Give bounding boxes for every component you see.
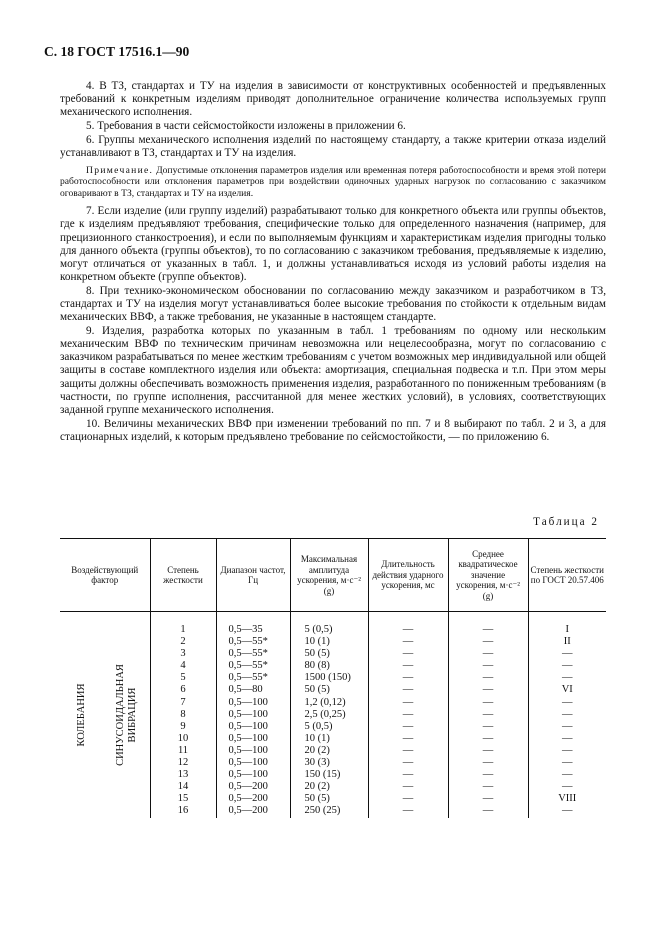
paragraph-9: 9. Изделия, разработка которых по указанным в табл. 1 требованиям по одному или нескольким механическим ВВФ по техническим причинам невозможна или нецелесообразна, могут по согласованию с заказчиком разрабатываться по менее жестким требованиям с учетом возможных мер индивидуальной или общей защиты в составе комплектного изделия или объекта: амортизация, специальная подвеска и т.п. При этом меры защиты должны обеспечивать возможность применения изделия, разработанного по пониженным требованиям (в частности, по группе исполнения, рассчитанной для менее жестких условий), в условиях, соответствующих заданной группе механического исполнения.	[60, 325, 606, 416]
paragraph-8: 8. При технико-экономическом обосновании по согласованию между заказчиком и разработчиком в ТЗ, стандартах и ТУ на изделия могут устанавливаться более высокие требования по стойкости к отдельным видам механических ВВФ, а также требования, не указанные в настоящем стандарте.	[60, 284, 606, 324]
cell-amp-7: 1,2 (0,12)	[304, 696, 346, 708]
cell-dur-12: —	[402, 757, 414, 769]
cell-range-15: 0,5—200	[228, 793, 268, 805]
table-body-row	[60, 612, 606, 819]
cell-degree-5: 5	[180, 672, 186, 684]
cell-gost-14: —	[562, 781, 573, 793]
cell-gost-16: —	[562, 805, 573, 817]
cell-degree-16: 16	[177, 805, 189, 817]
cell-dur-15: —	[402, 793, 414, 805]
paragraph-6: 6. Группы механического исполнения изделий по настоящему стандарту, а также критерии отказа изделий устанавливают в ТЗ, стандартах и ТУ на изделия.	[60, 134, 606, 160]
rms-column	[448, 612, 528, 819]
cell-rms-15: —	[482, 793, 494, 805]
cell-range-10: 0,5—100	[228, 732, 268, 744]
paragraph-4: 4. В ТЗ, стандартах и ТУ на изделия в зависимости от конструктивных особенностей и предъявленных требований к конкретным изделиям приводят дополнительное ограничение количества используемых групп механического исполнения.	[60, 80, 606, 119]
paragraph-10: 10. Величины механических ВВФ при изменении требований по пп. 7 и 8 выбирают по табл. 2 и 3, а для стационарных изделий, к которым предъявлено требование по сейсмостойкости, — по приложению 6.	[60, 417, 606, 443]
cell-gost-15: VIII	[558, 793, 577, 805]
page-header: С. 18 ГОСТ 17516.1—90	[44, 44, 190, 59]
range-column	[216, 612, 290, 819]
table-2	[60, 538, 606, 818]
cell-degree-2: 2	[180, 636, 186, 648]
factor-sub-line-1: СИНУСОИДАЛЬНАЯ	[114, 664, 126, 766]
cell-amp-6: 50 (5)	[304, 684, 330, 696]
cell-amp-16: 250 (25)	[304, 805, 341, 817]
cell-amp-12: 30 (3)	[304, 757, 330, 769]
header-gost: Степень жесткости по ГОСТ 20.57.406	[528, 539, 606, 612]
cell-gost-1: I	[565, 624, 569, 635]
cell-range-2: 0,5—55*	[228, 636, 268, 648]
cell-dur-1: —	[402, 624, 414, 635]
cell-gost-11: —	[562, 744, 573, 756]
header-amplitude: Максимальная амплитуда ускорения, м·с⁻² (g)	[290, 539, 368, 612]
cell-range-13: 0,5—100	[228, 769, 268, 781]
cell-rms-6: —	[482, 684, 494, 696]
cell-amp-5: 1500 (150)	[304, 672, 351, 684]
paragraph-7: 7. Если изделие (или группу изделий) разрабатывают только для конкретного объекта или группы объектов, где к изделиям предъявляют требования, специфические только для определенного назначения (например, для прецизионного станкостроения), и если по выполняемым функциям и характеристикам изделия пригодны только для данного объекта (группы объектов), то по согласованию с заказчиком требования, предъявляемые к изделию, могут отличаться от указанных в табл. 1, и должны устанавливаться исходя из условий работы изделия на конкретном объекте (группе объектов).	[60, 205, 606, 283]
cell-gost-4: —	[562, 660, 573, 672]
cell-rms-13: —	[482, 769, 494, 781]
factor-sub-cell	[104, 612, 150, 819]
cell-amp-9: 5 (0,5)	[304, 720, 333, 732]
cell-dur-11: —	[402, 744, 414, 756]
cell-degree-15: 15	[177, 793, 189, 805]
header-factor: Воздействующий фактор	[60, 539, 150, 612]
cell-gost-12: —	[562, 757, 573, 769]
cell-rms-4: —	[482, 660, 494, 672]
cell-rms-7: —	[482, 696, 494, 708]
cell-dur-6: —	[402, 684, 414, 696]
cell-rms-10: —	[482, 732, 494, 744]
cell-gost-6: VI	[561, 684, 573, 696]
cell-gost-2: II	[563, 636, 571, 648]
cell-amp-3: 50 (5)	[304, 648, 330, 660]
cell-gost-3: —	[562, 648, 573, 660]
cell-degree-8: 8	[180, 708, 186, 720]
cell-degree-14: 14	[177, 781, 189, 793]
cell-gost-8: —	[562, 708, 573, 720]
cell-rms-8: —	[482, 708, 494, 720]
header-range: Диапазон частот, Гц	[216, 539, 290, 612]
degree-column	[150, 612, 216, 819]
cell-dur-4: —	[402, 660, 414, 672]
amplitude-column	[290, 612, 368, 819]
cell-range-12: 0,5—100	[228, 757, 268, 769]
header-duration: Длительность действия ударного ускорения, мс	[368, 539, 448, 612]
cell-amp-4: 80 (8)	[304, 660, 330, 672]
table-header-row	[60, 539, 606, 612]
cell-amp-14: 20 (2)	[304, 781, 330, 793]
cell-gost-5: —	[562, 672, 573, 684]
factor-main: КОЛЕБАНИЯ	[76, 683, 87, 747]
cell-range-4: 0,5—55*	[228, 660, 268, 672]
cell-dur-8: —	[402, 708, 414, 720]
header-degree: Степень жесткости	[150, 539, 216, 612]
factor-sub	[115, 664, 139, 766]
cell-dur-10: —	[402, 732, 414, 744]
cell-dur-2: —	[402, 636, 414, 648]
cell-degree-9: 9	[180, 720, 186, 732]
cell-degree-11: 11	[177, 744, 189, 756]
cell-degree-6: 6	[180, 684, 186, 696]
cell-rms-12: —	[482, 757, 494, 769]
cell-degree-7: 7	[180, 696, 186, 708]
cell-amp-15: 50 (5)	[304, 793, 330, 805]
cell-range-7: 0,5—100	[228, 696, 268, 708]
cell-degree-1: 1	[180, 624, 186, 635]
cell-rms-3: —	[482, 648, 494, 660]
cell-rms-16: —	[482, 805, 494, 817]
cell-amp-13: 150 (15)	[304, 769, 341, 781]
cell-range-3: 0,5—55*	[228, 648, 268, 660]
cell-amp-2: 10 (1)	[304, 636, 330, 648]
table-caption: Таблица 2	[533, 516, 599, 528]
cell-gost-9: —	[562, 720, 573, 732]
cell-dur-9: —	[402, 720, 414, 732]
factor-main-cell	[60, 612, 104, 819]
cell-gost-7: —	[562, 696, 573, 708]
cell-range-9: 0,5—100	[228, 720, 268, 732]
factor-sub-line-2: ВИБРАЦИЯ	[126, 687, 138, 743]
cell-range-16: 0,5—200	[228, 805, 268, 817]
cell-dur-14: —	[402, 781, 414, 793]
header-rms: Среднее квадратическое значение ускорения, м·с⁻² (g)	[448, 539, 528, 612]
cell-range-14: 0,5—200	[228, 781, 268, 793]
duration-column	[368, 612, 448, 819]
paragraph-5: 5. Требования в части сейсмостойкости изложены в приложении 6.	[86, 120, 406, 133]
cell-degree-13: 13	[177, 769, 189, 781]
cell-range-6: 0,5—80	[228, 684, 263, 696]
note-label: Примечание.	[86, 164, 154, 176]
cell-degree-4: 4	[180, 660, 186, 672]
cell-range-8: 0,5—100	[228, 708, 268, 720]
cell-amp-1: 5 (0,5)	[304, 624, 333, 635]
cell-dur-3: —	[402, 648, 414, 660]
document-body	[60, 80, 606, 445]
cell-rms-5: —	[482, 672, 494, 684]
cell-dur-16: —	[402, 805, 414, 817]
cell-dur-5: —	[402, 672, 414, 684]
cell-amp-8: 2,5 (0,25)	[304, 708, 346, 720]
cell-degree-3: 3	[180, 648, 186, 660]
cell-dur-13: —	[402, 769, 414, 781]
note	[60, 165, 606, 200]
cell-rms-1: —	[482, 624, 494, 635]
cell-range-11: 0,5—100	[228, 744, 268, 756]
cell-range-5: 0,5—55*	[228, 672, 268, 684]
cell-dur-7: —	[402, 696, 414, 708]
cell-rms-9: —	[482, 720, 494, 732]
note-text: Допустимые отклонения параметров изделия или временная потеря работоспособности и время этой потери работоспособности или отклонения параметров при воздействии одиночных ударных нагрузок по согласованию с заказчиком оговаривают в ТЗ, стандартах и ТУ на изделия.	[60, 164, 606, 199]
cell-gost-13: —	[562, 769, 573, 781]
cell-gost-10: —	[562, 732, 573, 744]
gost-column	[528, 612, 606, 819]
cell-range-1: 0,5—35	[228, 624, 263, 635]
cell-degree-12: 12	[177, 757, 189, 769]
cell-rms-14: —	[482, 781, 494, 793]
cell-rms-11: —	[482, 744, 494, 756]
cell-amp-10: 10 (1)	[304, 732, 330, 744]
cell-degree-10: 10	[177, 732, 189, 744]
cell-rms-2: —	[482, 636, 494, 648]
cell-amp-11: 20 (2)	[304, 744, 330, 756]
